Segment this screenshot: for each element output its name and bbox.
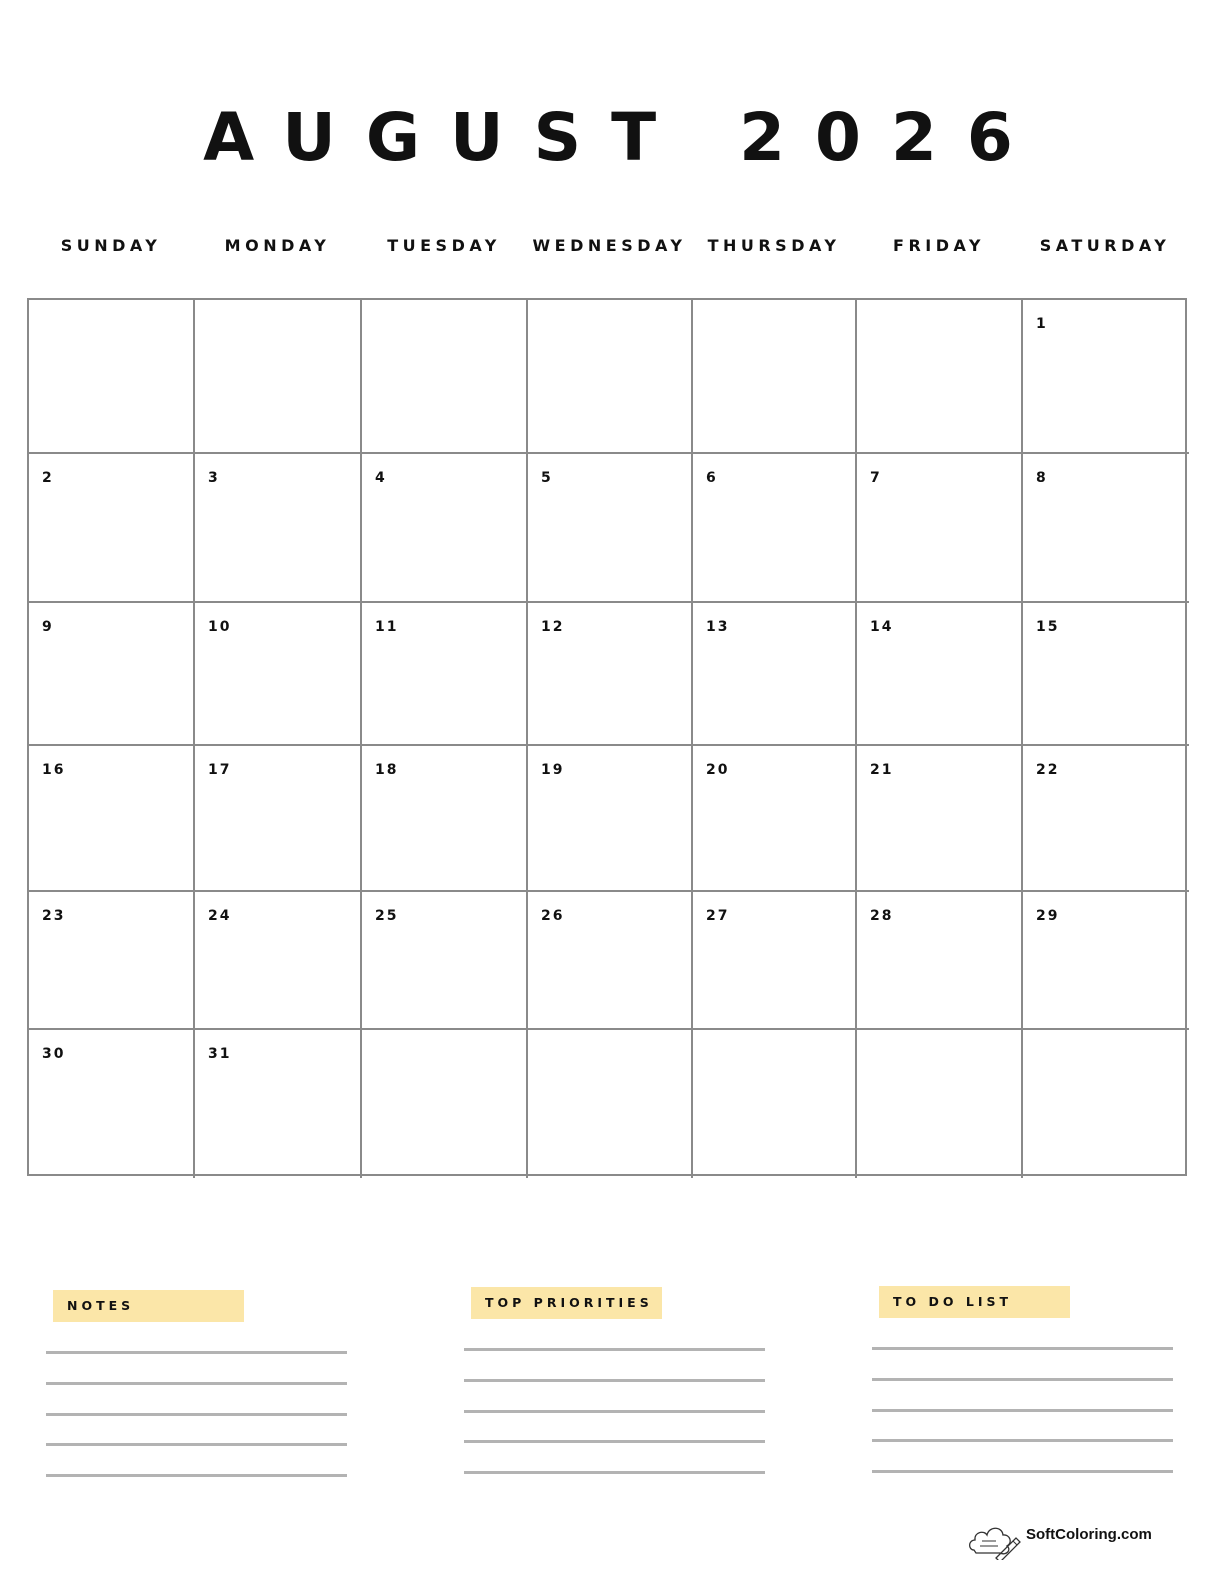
- day-cell[interactable]: [195, 603, 362, 746]
- day-number: 9: [42, 619, 54, 635]
- day-cell[interactable]: [528, 892, 693, 1030]
- day-number: 20: [706, 762, 730, 778]
- day-number: 27: [706, 908, 730, 924]
- day-number: 30: [42, 1046, 66, 1062]
- day-cell[interactable]: [29, 603, 195, 746]
- day-cell[interactable]: [195, 746, 362, 892]
- day-cell[interactable]: [857, 603, 1023, 746]
- notes-line[interactable]: [46, 1443, 347, 1446]
- day-cell[interactable]: [693, 454, 857, 603]
- todo-line[interactable]: [872, 1378, 1173, 1381]
- day-cell[interactable]: [362, 892, 528, 1030]
- todo-line[interactable]: [872, 1439, 1173, 1442]
- day-number: 1: [1036, 316, 1048, 332]
- day-cell[interactable]: [1023, 300, 1189, 454]
- empty-day-cell[interactable]: [857, 1030, 1023, 1178]
- day-cell[interactable]: [528, 603, 693, 746]
- empty-day-cell[interactable]: [857, 300, 1023, 454]
- day-cell[interactable]: [857, 454, 1023, 603]
- day-cell[interactable]: [195, 1030, 362, 1178]
- notes-label: NOTES: [53, 1290, 244, 1322]
- day-number: 18: [375, 762, 399, 778]
- weekday-monday: MONDAY: [224, 236, 331, 255]
- day-cell[interactable]: [1023, 454, 1189, 603]
- day-number: 24: [208, 908, 232, 924]
- day-number: 4: [375, 470, 387, 486]
- day-cell[interactable]: [29, 1030, 195, 1178]
- notes-line[interactable]: [46, 1474, 347, 1477]
- day-number: 3: [208, 470, 220, 486]
- todo-line[interactable]: [872, 1409, 1173, 1412]
- day-cell[interactable]: [362, 454, 528, 603]
- weekday-saturday: SATURDAY: [1039, 236, 1171, 255]
- empty-day-cell[interactable]: [362, 300, 528, 454]
- day-cell[interactable]: [195, 454, 362, 603]
- day-number: 22: [1036, 762, 1060, 778]
- day-cell[interactable]: [362, 603, 528, 746]
- cloud-pencil-icon: [966, 1516, 1024, 1560]
- empty-day-cell[interactable]: [29, 300, 195, 454]
- empty-day-cell[interactable]: [528, 300, 693, 454]
- day-number: 17: [208, 762, 232, 778]
- day-number: 8: [1036, 470, 1048, 486]
- day-cell[interactable]: [1023, 603, 1189, 746]
- todo-line[interactable]: [872, 1347, 1173, 1350]
- priorities-line[interactable]: [464, 1348, 765, 1351]
- day-number: 31: [208, 1046, 232, 1062]
- weekday-tuesday: TUESDAY: [387, 236, 501, 255]
- day-number: 25: [375, 908, 399, 924]
- day-number: 28: [870, 908, 894, 924]
- to-do-list-label: TO DO LIST: [879, 1286, 1070, 1318]
- day-cell[interactable]: [857, 746, 1023, 892]
- top-priorities-label: TOP PRIORITIES: [471, 1287, 662, 1319]
- day-number: 7: [870, 470, 882, 486]
- day-cell[interactable]: [693, 603, 857, 746]
- day-cell[interactable]: [528, 746, 693, 892]
- weekday-friday: FRIDAY: [893, 236, 985, 255]
- calendar-title: AUGUST 2026: [203, 99, 1043, 176]
- empty-day-cell[interactable]: [195, 300, 362, 454]
- brand-name: SoftColoring.com: [1026, 1526, 1152, 1543]
- day-cell[interactable]: [528, 454, 693, 603]
- priorities-line[interactable]: [464, 1440, 765, 1443]
- day-number: 16: [42, 762, 66, 778]
- notes-line[interactable]: [46, 1413, 347, 1416]
- weekday-wednesday: WEDNESDAY: [532, 236, 687, 255]
- day-number: 14: [870, 619, 894, 635]
- day-cell[interactable]: [693, 892, 857, 1030]
- day-cell[interactable]: [29, 746, 195, 892]
- empty-day-cell[interactable]: [528, 1030, 693, 1178]
- day-cell[interactable]: [29, 454, 195, 603]
- empty-day-cell[interactable]: [693, 1030, 857, 1178]
- day-number: 11: [375, 619, 399, 635]
- day-number: 6: [706, 470, 718, 486]
- day-number: 13: [706, 619, 730, 635]
- brand-footer: [966, 1516, 1166, 1560]
- day-number: 5: [541, 470, 553, 486]
- weekday-header-row: [28, 234, 1188, 258]
- day-number: 19: [541, 762, 565, 778]
- weekday-sunday: SUNDAY: [60, 236, 162, 255]
- day-number: 12: [541, 619, 565, 635]
- day-cell[interactable]: [195, 892, 362, 1030]
- empty-day-cell[interactable]: [1023, 1030, 1189, 1178]
- day-number: 15: [1036, 619, 1060, 635]
- weekday-thursday: THURSDAY: [707, 236, 841, 255]
- priorities-line[interactable]: [464, 1471, 765, 1474]
- day-number: 26: [541, 908, 565, 924]
- notes-line[interactable]: [46, 1351, 347, 1354]
- day-cell[interactable]: [857, 892, 1023, 1030]
- todo-line[interactable]: [872, 1470, 1173, 1473]
- day-cell[interactable]: [1023, 892, 1189, 1030]
- notes-line[interactable]: [46, 1382, 347, 1385]
- day-number: 2: [42, 470, 54, 486]
- priorities-line[interactable]: [464, 1410, 765, 1413]
- day-cell[interactable]: [693, 746, 857, 892]
- day-number: 21: [870, 762, 894, 778]
- empty-day-cell[interactable]: [693, 300, 857, 454]
- priorities-line[interactable]: [464, 1379, 765, 1382]
- calendar-grid: [27, 298, 1187, 1176]
- day-cell[interactable]: [29, 892, 195, 1030]
- empty-day-cell[interactable]: [362, 1030, 528, 1178]
- day-cell[interactable]: [1023, 746, 1189, 892]
- day-cell[interactable]: [362, 746, 528, 892]
- day-number: 23: [42, 908, 66, 924]
- day-number: 10: [208, 619, 232, 635]
- day-number: 29: [1036, 908, 1060, 924]
